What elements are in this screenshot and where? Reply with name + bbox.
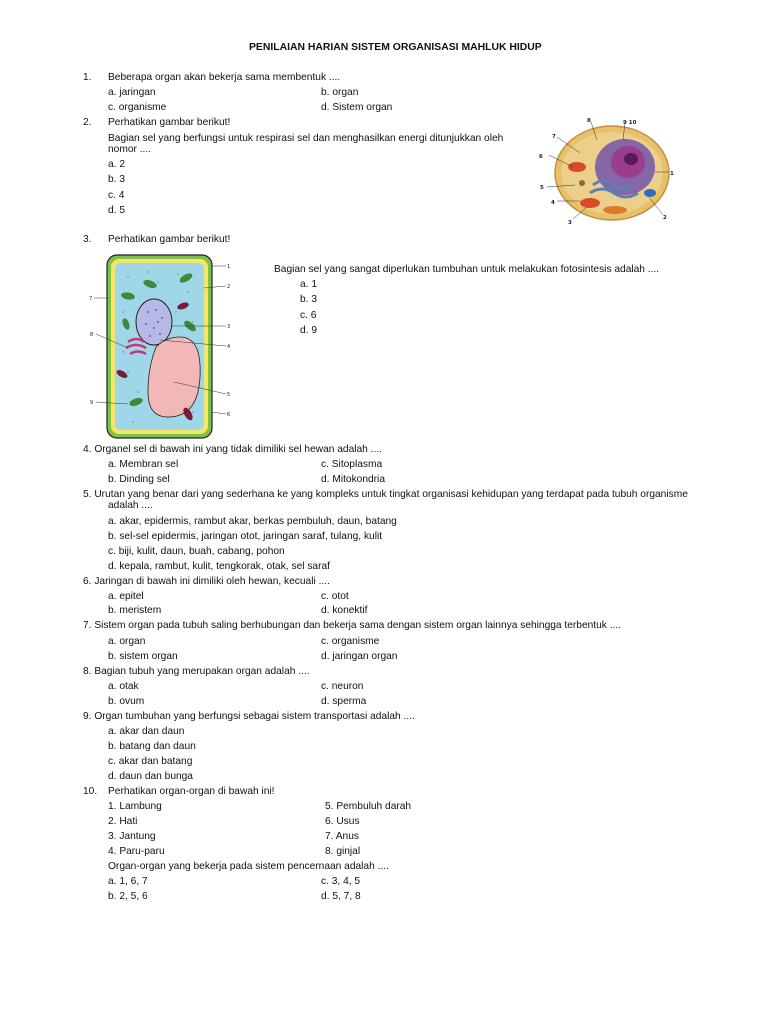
q1-option-c: c. organisme xyxy=(108,102,167,113)
q6-option-c: c. otot xyxy=(321,591,349,602)
cell2-label-1: 1 xyxy=(670,171,674,177)
cell3-label-7: 7 xyxy=(89,296,93,302)
q9-option-b: b. batang dan daun xyxy=(108,741,196,752)
q6-option-b: b. meristem xyxy=(108,605,162,616)
q10-organ-1: 1. Lambung xyxy=(108,801,162,812)
q7-option-b: b. sistem organ xyxy=(108,651,178,662)
q2-option-d: d. 5 xyxy=(108,205,125,216)
q10-organ-2: 2. Hati xyxy=(108,816,138,827)
q3-question: Bagian sel yang sangat diperlukan tumbuhan untuk melakukan fotosintesis adalah .... xyxy=(274,264,660,275)
q10-organ-4: 4. Paru-paru xyxy=(108,846,165,857)
q2-question-line1: Bagian sel yang berfungsi untuk respirasi sel dan menghasilkan energi ditunjukkan oleh xyxy=(108,133,504,144)
cell3-label-4: 4 xyxy=(227,344,231,350)
q3-option-c: c. 6 xyxy=(300,310,317,321)
q10-organ-6: 6. Usus xyxy=(325,816,360,827)
cell2-label-9-10: 9 10 xyxy=(623,120,637,126)
cell3-label-8: 8 xyxy=(90,332,94,338)
q1-option-b: b. organ xyxy=(321,87,359,98)
q6-option-a: a. epitel xyxy=(108,591,144,602)
cell3-label-9: 9 xyxy=(90,400,94,406)
q6-option-d: d. konektif xyxy=(321,605,368,616)
q1-option-a: a. jaringan xyxy=(108,87,156,98)
cell2-label-8: 8 xyxy=(587,118,591,124)
page-title: PENILAIAN HARIAN SISTEM ORGANISASI MAHLUK HIDUP xyxy=(249,42,542,53)
q1-number: 1. xyxy=(83,72,92,83)
cell3-label-2: 2 xyxy=(227,284,231,290)
q3-option-a: a. 1 xyxy=(300,279,317,290)
q5-option-d: d. kepala, rambut, kulit, tengkorak, otak, sel saraf xyxy=(108,561,330,572)
q9-text: 9. Organ tumbuhan yang berfungsi sebagai sistem transportasi adalah .... xyxy=(83,711,415,722)
q10-organ-3: 3. Jantung xyxy=(108,831,156,842)
q4-text: 4. Organel sel di bawah ini yang tidak dimiliki sel hewan adalah .... xyxy=(83,444,382,455)
q3-number: 3. xyxy=(83,234,92,245)
q10-option-c: c. 3, 4, 5 xyxy=(321,876,361,887)
cell2-label-6: 6 xyxy=(539,154,543,160)
cell2-label-3: 3 xyxy=(568,220,572,226)
q4-option-c: c. Sitoplasma xyxy=(321,459,383,470)
q2-question-line2: nomor .... xyxy=(108,144,152,155)
cell3-label-1: 1 xyxy=(227,264,231,270)
q5-option-c: c. biji, kulit, daun, buah, cabang, pohon xyxy=(108,546,285,557)
q10-organ-8: 8. ginjal xyxy=(325,846,361,857)
q7-option-a: a. organ xyxy=(108,636,146,647)
q7-text: 7. Sistem organ pada tubuh saling berhubungan dan bekerja sama dengan sistem organ lainnya sehingga terbentuk .... xyxy=(83,620,622,631)
cell3-label-5: 5 xyxy=(227,392,231,398)
q10-option-d: d. 5, 7, 8 xyxy=(321,891,361,902)
animal-cell-image xyxy=(535,115,685,230)
q8-text: 8. Bagian tubuh yang merupakan organ adalah .... xyxy=(83,666,310,677)
q1-text: Beberapa organ akan bekerja sama membentuk .... xyxy=(108,72,341,83)
q5-option-b: b. sel-sel epidermis, jaringan otot, jaringan saraf, tulang, kulit xyxy=(108,531,383,542)
q7-option-c: c. organisme xyxy=(321,636,380,647)
q2-option-c: c. 4 xyxy=(108,190,125,201)
q9-option-c: c. akar dan batang xyxy=(108,756,193,767)
cell3-label-6: 6 xyxy=(227,412,231,418)
q9-option-a: a. akar dan daun xyxy=(108,726,185,737)
plant-cell-image xyxy=(88,252,236,442)
cell2-label-4: 4 xyxy=(551,200,555,206)
q10-option-a: a. 1, 6, 7 xyxy=(108,876,148,887)
q2-option-a: a. 2 xyxy=(108,159,125,170)
cell2-label-7: 7 xyxy=(552,134,556,140)
q5-text-line1: 5. Urutan yang benar dari yang sederhana ke yang kompleks untuk tingkat organisasi kehidupan yang terdapat pada tubuh organisme xyxy=(83,489,688,500)
cell2-label-5: 5 xyxy=(540,185,544,191)
q2-text: Perhatikan gambar berikut! xyxy=(108,117,231,128)
q10-option-b: b. 2, 5, 6 xyxy=(108,891,148,902)
q4-option-a: a. Membran sel xyxy=(108,459,179,470)
q4-option-b: b. Dinding sel xyxy=(108,474,170,485)
q7-option-d: d. jaringan organ xyxy=(321,651,398,662)
q2-option-b: b. 3 xyxy=(108,174,125,185)
q10-text: Perhatikan organ-organ di bawah ini! xyxy=(108,786,275,797)
q10-question: Organ-organ yang bekerja pada sistem pencernaan adalah .... xyxy=(108,861,389,872)
q5-option-a: a. akar, epidermis, rambut akar, berkas pembuluh, daun, batang xyxy=(108,516,397,527)
q5-text-line2: adalah .... xyxy=(108,500,153,511)
q3-option-d: d. 9 xyxy=(300,325,317,336)
cell3-label-3: 3 xyxy=(227,324,231,330)
cell2-label-2: 2 xyxy=(663,215,667,221)
q2-number: 2. xyxy=(83,117,92,128)
q10-organ-5: 5. Pembuluh darah xyxy=(325,801,412,812)
q1-option-d: d. Sistem organ xyxy=(321,102,393,113)
q8-option-c: c. neuron xyxy=(321,681,364,692)
q10-number: 10. xyxy=(83,786,98,797)
q10-organ-7: 7. Anus xyxy=(325,831,359,842)
q8-option-a: a. otak xyxy=(108,681,139,692)
q9-option-d: d. daun dan bunga xyxy=(108,771,193,782)
q3-text: Perhatikan gambar berikut! xyxy=(108,234,231,245)
q4-option-d: d. Mitokondria xyxy=(321,474,385,485)
q8-option-b: b. ovum xyxy=(108,696,145,707)
q6-text: 6. Jaringan di bawah ini dimiliki oleh hewan, kecuali .... xyxy=(83,576,330,587)
q3-option-b: b. 3 xyxy=(300,294,317,305)
q8-option-d: d. sperma xyxy=(321,696,367,707)
